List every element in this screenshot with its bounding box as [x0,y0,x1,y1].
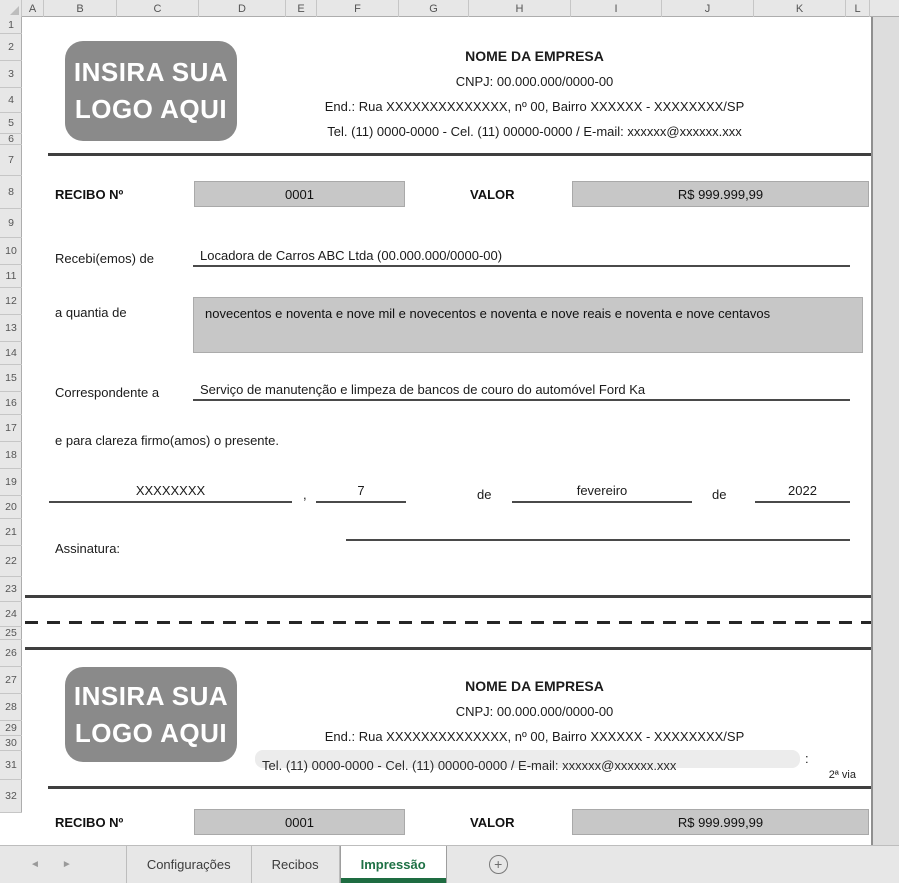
row-header-8[interactable]: 8 [0,176,22,209]
valor-value-cell-copy[interactable]: R$ 999.999,99 [572,809,869,835]
column-header-A[interactable]: A [22,0,44,17]
column-header-B[interactable]: B [44,0,117,17]
column-header-L[interactable]: L [846,0,870,17]
row-header-32[interactable]: 32 [0,780,22,813]
row-header-22[interactable]: 22 [0,546,22,577]
assinatura-label: Assinatura: [55,541,121,556]
row-header-13[interactable]: 13 [0,315,22,342]
column-header-C[interactable]: C [117,0,199,17]
row-header-16[interactable]: 16 [0,392,22,415]
date-comma: , [303,487,307,502]
date-de-2: de [712,487,727,502]
company-cnpj: CNPJ: 00.000.000/0000-00 [455,704,614,719]
row-header-6[interactable]: 6 [0,134,22,145]
select-all-corner[interactable] [0,0,22,17]
logo-text-line2: LOGO AQUI [74,94,228,124]
row-header-29[interactable]: 29 [0,721,22,736]
row-headers [0,17,22,813]
receipt1-bottom-rule [25,595,875,598]
recibo-label: RECIBO Nº [55,187,124,202]
header-divider-rule-copy [48,786,875,789]
recibo-number-cell-copy[interactable]: 0001 [194,809,405,835]
column-header-G[interactable]: G [399,0,469,17]
tab-scroll-right-icon[interactable]: ► [61,859,72,870]
column-header-E[interactable]: E [286,0,317,17]
row-header-5[interactable]: 5 [0,113,22,134]
cut-dashed-line [25,621,871,624]
row-header-12[interactable]: 12 [0,288,22,315]
logo-text-line1: INSIRA SUA [73,680,229,711]
receipt2-top-rule [25,647,871,650]
column-header-D[interactable]: D [199,0,286,17]
sheet-tab-bar [0,845,899,883]
plus-icon: + [489,855,508,874]
column-headers [0,0,899,17]
column-header-F[interactable]: F [317,0,399,17]
quantia-label: a quantia de [55,305,127,320]
valor-label-copy: VALOR [470,815,515,830]
tab-scroll-left-icon[interactable]: ◄ [30,859,40,870]
row-header-14[interactable]: 14 [0,342,22,365]
date-de-1: de [477,487,492,502]
correspondente-label: Correspondente a [55,385,160,400]
contact-text-remnant: Tel. (11) 0000-0000 - Cel. (11) 00000-0000 / E-mail: xxxxxx@xxxxxx.xxx [262,758,677,773]
recibo-label-copy: RECIBO Nº [55,815,124,830]
row-header-17[interactable]: 17 [0,415,22,442]
valor-label: VALOR [470,187,515,202]
row-header-27[interactable]: 27 [0,667,22,694]
quantia-value-box[interactable]: novecentos e noventa e nove mil e novecentos e noventa e nove reais e noventa e nove centavos [193,297,863,353]
company-contact: Tel. (11) 0000-0000 - Cel. (11) 00000-0000 / E-mail: xxxxxx@xxxxxx.xxx [327,124,742,139]
sheet-tabs [126,846,447,883]
row-header-20[interactable]: 20 [0,496,22,519]
row-header-28[interactable]: 28 [0,694,22,721]
tab-nav-buttons [0,846,86,883]
correspondente-value-field[interactable]: Serviço de manutenção e limpeza de bancos de couro do automóvel Ford Ka [193,380,850,401]
row-header-4[interactable]: 4 [0,88,22,113]
column-header-K[interactable]: K [754,0,846,17]
date-year-field[interactable]: 2022 [755,483,850,503]
add-sheet-button[interactable] [489,846,508,883]
row-header-23[interactable]: 23 [0,577,22,602]
row-header-19[interactable]: 19 [0,469,22,496]
header-divider-rule [48,153,875,156]
row-header-1[interactable]: 1 [0,17,22,34]
recibo-number-cell[interactable]: 0001 [194,181,405,207]
column-header-I[interactable]: I [571,0,662,17]
company-header-copy [207,674,862,749]
row-header-10[interactable]: 10 [0,238,22,265]
sheet-tab-recibos[interactable]: Recibos [252,846,340,883]
company-name: NOME DA EMPRESA [465,48,604,64]
recebi-value-field[interactable]: Locadora de Carros ABC Ltda (00.000.000/0000-00) [193,246,850,267]
row-header-25[interactable]: 25 [0,627,22,640]
company-address: End.: Rua XXXXXXXXXXXXXX, nº 00, Bairro XXXXXX - XXXXXXXX/SP [324,729,745,744]
row-header-2[interactable]: 2 [0,34,22,61]
contact-colon-remnant: : [805,751,809,766]
date-city-field[interactable]: XXXXXXXX [49,483,292,503]
row-header-21[interactable]: 21 [0,519,22,546]
outside-print-area [871,17,899,845]
row-header-9[interactable]: 9 [0,209,22,238]
valor-value-cell[interactable]: R$ 999.999,99 [572,181,869,207]
row-header-26[interactable]: 26 [0,640,22,667]
assinatura-field[interactable] [346,535,850,541]
segunda-via-label: 2ª via [828,769,856,781]
sheet-area [22,17,871,845]
column-header-J[interactable]: J [662,0,754,17]
recebi-label: Recebi(emos) de [55,251,154,266]
row-header-7[interactable]: 7 [0,145,22,176]
column-header-H[interactable]: H [469,0,571,17]
row-header-31[interactable]: 31 [0,751,22,780]
company-header [207,44,862,144]
row-header-24[interactable]: 24 [0,602,22,627]
row-header-3[interactable]: 3 [0,61,22,88]
row-header-15[interactable]: 15 [0,365,22,392]
clareza-text: e para clareza firmo(amos) o presente. [55,433,279,448]
company-address: End.: Rua XXXXXXXXXXXXXX, nº 00, Bairro XXXXXX - XXXXXXXX/SP [324,99,745,114]
logo-text-line1: INSIRA SUA [73,57,229,87]
date-day-field[interactable]: 7 [316,483,406,503]
logo-text-line2: LOGO AQUI [74,717,228,748]
row-header-30[interactable]: 30 [0,736,22,751]
sheet-tab-configuracoes[interactable]: Configurações [126,846,252,883]
row-header-11[interactable]: 11 [0,265,22,288]
company-cnpj: CNPJ: 00.000.000/0000-00 [455,74,614,89]
sheet-tab-impressao[interactable]: Impressão [340,846,447,883]
date-month-field[interactable]: fevereiro [512,483,692,503]
row-header-18[interactable]: 18 [0,442,22,469]
company-name: NOME DA EMPRESA [465,678,604,694]
